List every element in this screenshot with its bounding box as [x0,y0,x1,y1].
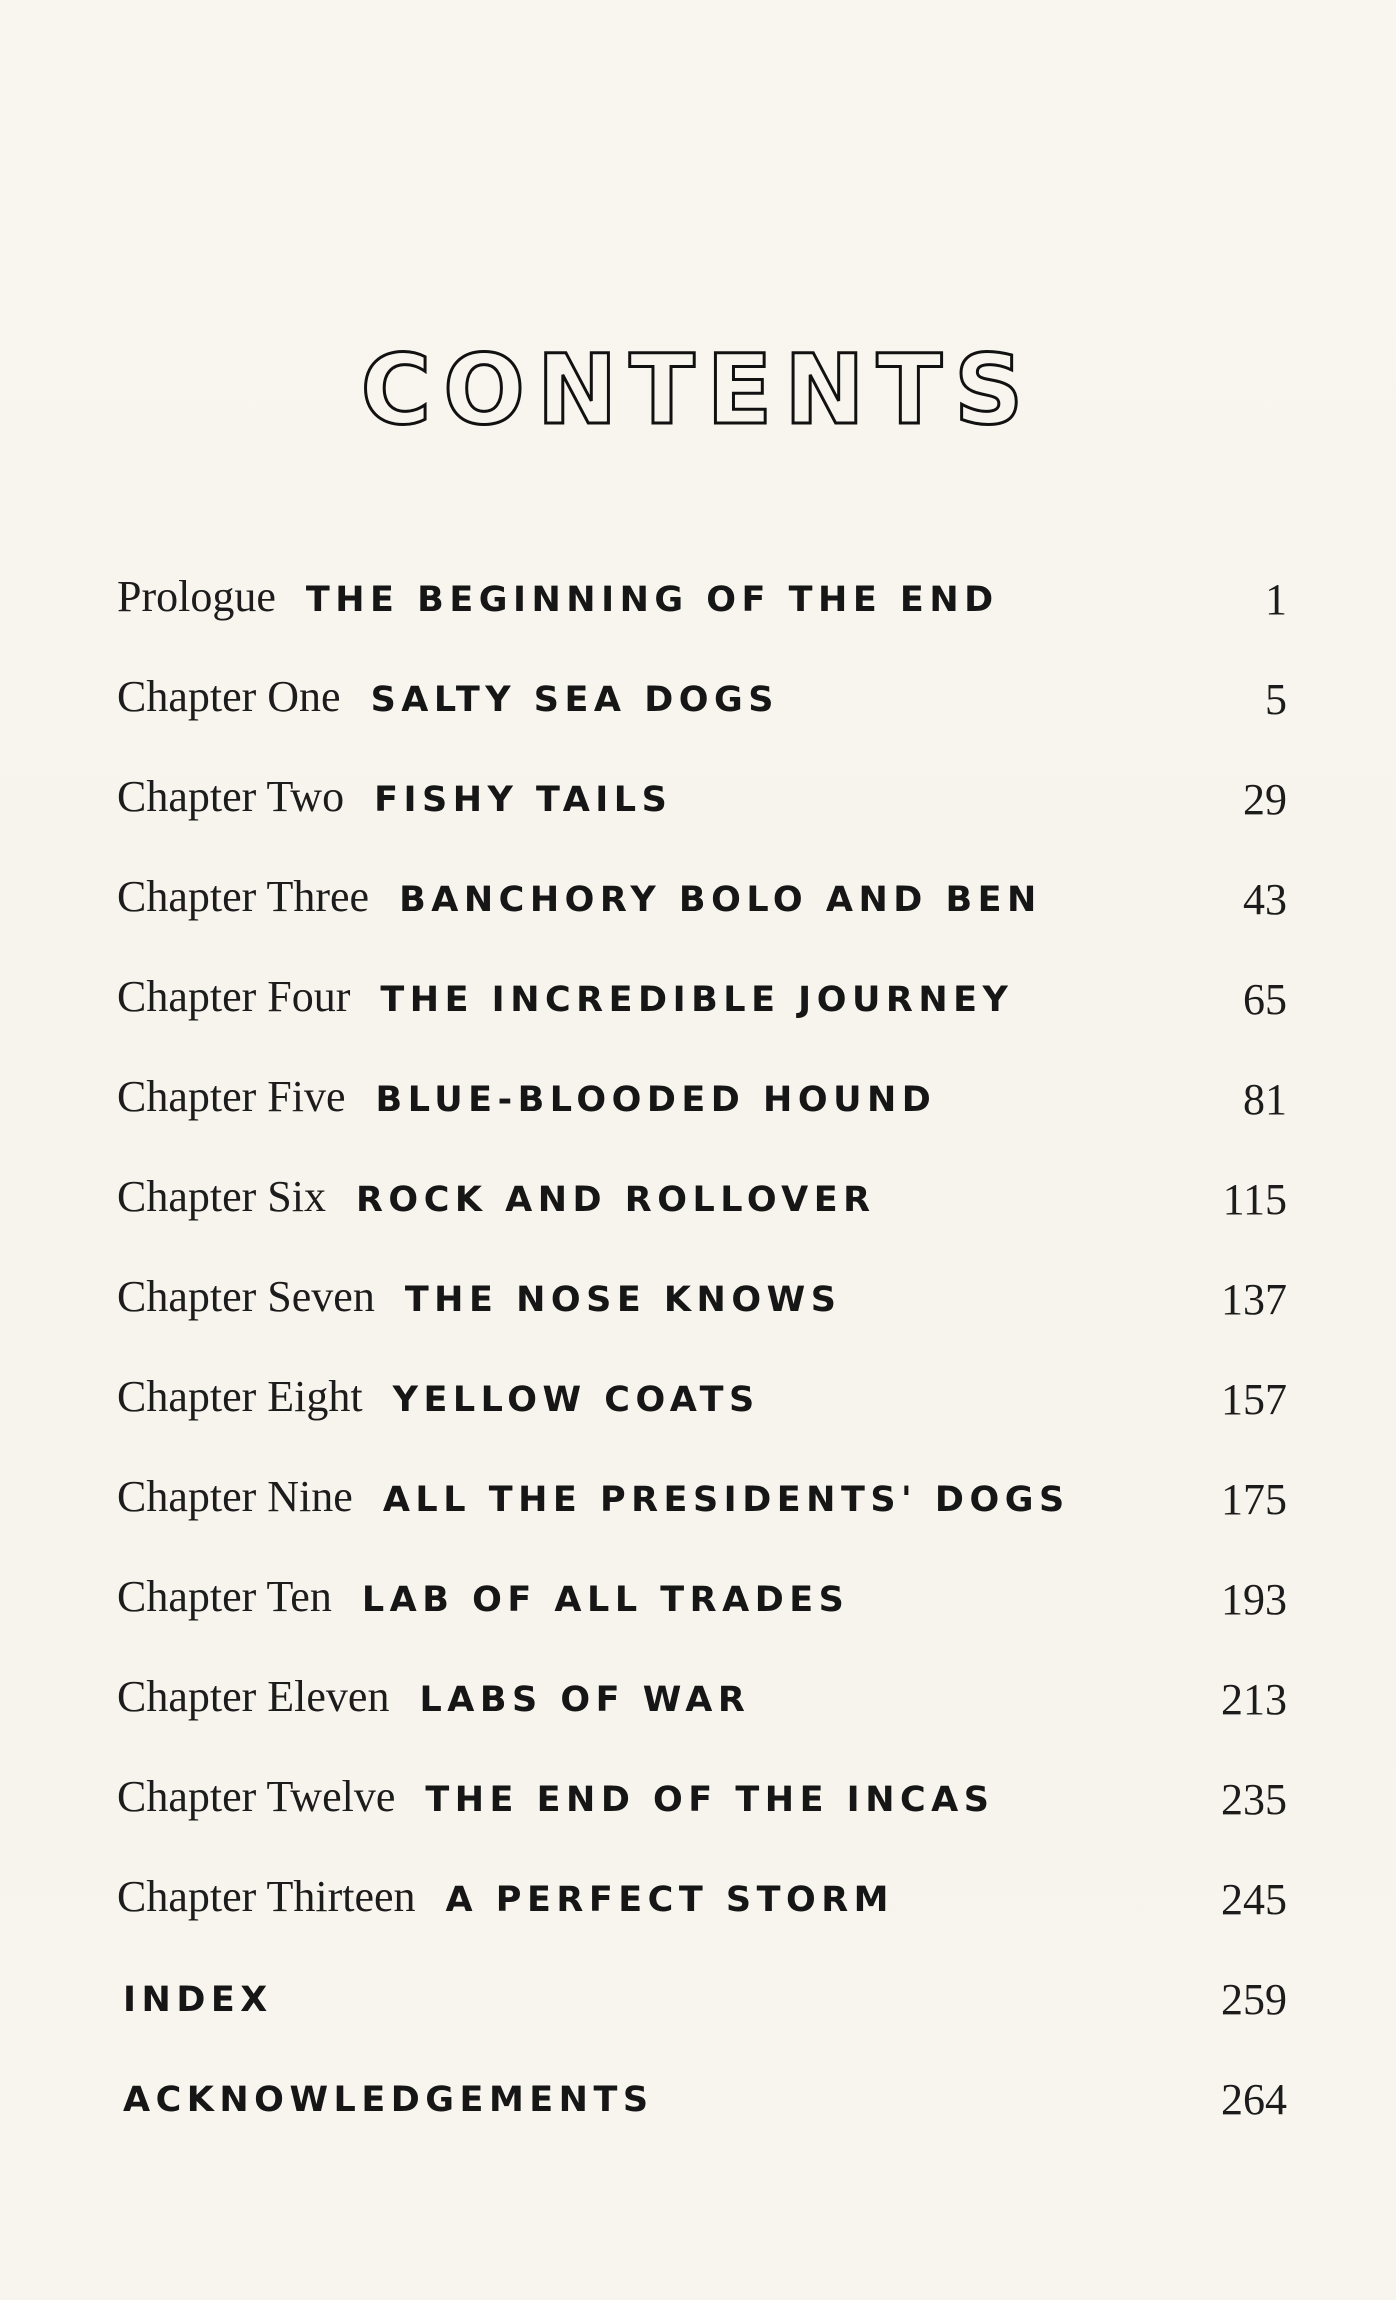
entry-title: FISHY TAILS [374,780,673,820]
toc-entry-chapter-nine[interactable] [117,1472,1287,1535]
entry-page-number: 175 [1221,1475,1287,1524]
toc-entry-chapter-seven[interactable] [117,1272,1287,1335]
entry-page-number: 5 [1265,675,1287,724]
entry-page-number: 264 [1221,2075,1287,2124]
entry-title: A PERFECT STORM [445,1880,894,1920]
entry-label: Chapter Seven [117,1272,375,1321]
entry-title: BANCHORY BOLO AND BEN [399,880,1042,920]
entry-label: Chapter Twelve [117,1772,396,1821]
entry-label: Chapter Five [117,1072,346,1121]
entry-title: THE END OF THE INCAS [425,1780,995,1820]
entry-page-number: 137 [1221,1275,1287,1324]
entry-label: Chapter Eleven [117,1672,390,1721]
entry-label: Chapter Thirteen [117,1872,416,1921]
entry-page-number: 157 [1221,1375,1287,1424]
entry-title: ROCK AND ROLLOVER [355,1180,876,1220]
entry-title: ACKNOWLEDGEMENTS [123,2080,654,2120]
toc-entry-chapter-eight[interactable] [117,1372,1287,1435]
toc-entry-chapter-ten[interactable] [117,1572,1287,1635]
toc-entry-index[interactable] [117,1975,1287,2035]
entry-title: YELLOW COATS [392,1380,760,1420]
entry-page-number: 245 [1221,1875,1287,1924]
entry-label: Chapter Eight [117,1372,363,1421]
toc-entry-chapter-one[interactable] [117,672,1287,735]
entry-title: SALTY SEA DOGS [370,680,779,720]
entry-page-number: 1 [1265,575,1287,624]
toc-entry-chapter-six[interactable] [117,1172,1287,1235]
contents-heading: CONTENTS [360,334,1036,446]
toc-entry-chapter-eleven[interactable] [117,1672,1287,1735]
entry-title: ALL THE PRESIDENTS' DOGS [382,1480,1070,1520]
entry-label: Prologue [117,572,276,621]
entry-title: THE INCREDIBLE JOURNEY [380,980,1014,1020]
entry-page-number: 43 [1243,875,1287,924]
toc-entry-acknowledgements[interactable] [117,2075,1287,2135]
entry-label: Chapter Two [117,772,345,821]
entry-label: Chapter Ten [117,1572,332,1621]
entry-page-number: 29 [1243,775,1287,824]
entry-title: LABS OF WAR [419,1680,751,1720]
toc-entry-chapter-twelve[interactable] [117,1772,1287,1835]
entry-label: Chapter Three [117,872,370,921]
entry-page-number: 193 [1221,1575,1287,1624]
toc-entry-chapter-five[interactable] [117,1072,1287,1135]
entry-label: Chapter Nine [117,1472,353,1521]
entry-page-number: 213 [1221,1675,1287,1724]
entry-title: THE NOSE KNOWS [404,1280,842,1320]
entry-title: THE BEGINNING OF THE END [305,580,999,620]
entry-title: BLUE-BLOODED HOUND [375,1080,937,1120]
toc-entry-chapter-thirteen[interactable] [117,1872,1287,1935]
entry-page-number: 65 [1243,975,1287,1024]
toc-entry-prologue[interactable] [117,572,1287,635]
entry-page-number: 81 [1243,1075,1287,1124]
toc-entry-chapter-three[interactable] [117,872,1287,935]
entry-title: LAB OF ALL TRADES [361,1580,850,1620]
entry-page-number: 259 [1221,1975,1287,2024]
entry-page-number: 235 [1221,1775,1287,1824]
entry-title: INDEX [123,1980,273,2020]
entry-label: Chapter One [117,672,341,721]
entry-page-number: 115 [1222,1175,1287,1224]
toc-entry-chapter-four[interactable] [117,972,1287,1035]
toc-entry-chapter-two[interactable] [117,772,1287,835]
entry-label: Chapter Six [117,1172,326,1221]
entry-label: Chapter Four [117,972,351,1021]
